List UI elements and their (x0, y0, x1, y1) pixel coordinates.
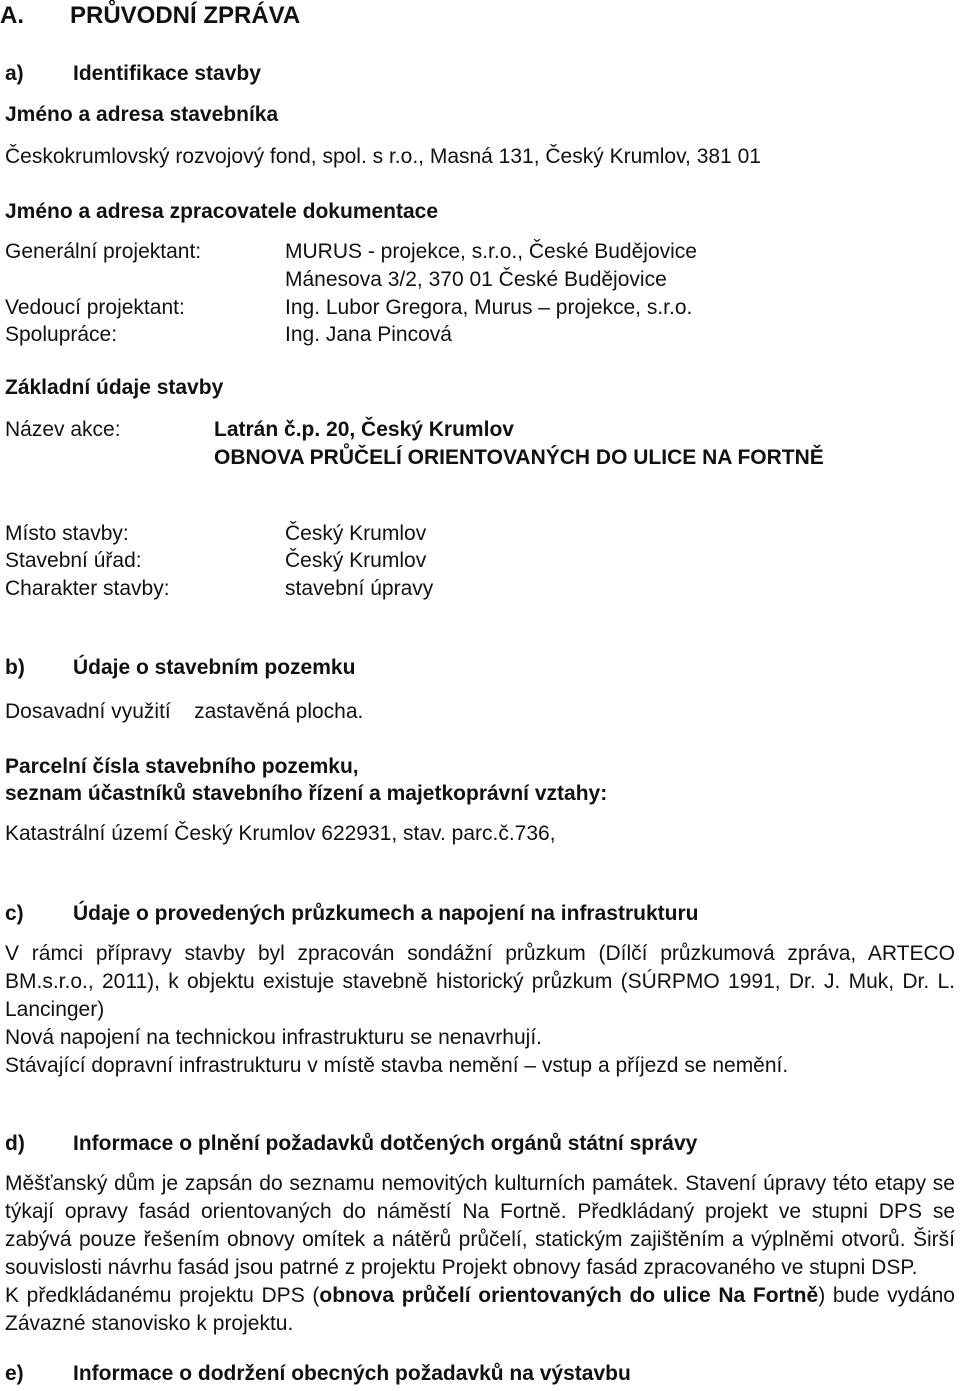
infrastructure-paragraph: Nová napojení na technickou infrastrukturu se nenavrhují. (5, 1026, 542, 1049)
section-c-text (5, 940, 955, 1080)
character-value: stavební úpravy (285, 577, 434, 600)
building-office-label: Stavební úřad: (5, 549, 142, 572)
parcel-title-2: seznam účastníků stavebního řízení a majetkoprávní vztahy: (5, 782, 608, 805)
author-label: Jméno a adresa zpracovatele dokumentace (5, 200, 439, 223)
lead-designer-label: Vedoucí projektant: (5, 296, 185, 319)
heading-title: PRŮVODNÍ ZPRÁVA (70, 2, 301, 29)
section-d-heading: d) Informace o plnění požadavků dotčených orgánů státní správy (5, 1132, 698, 1155)
builder-label: Jméno a adresa stavebníka (5, 103, 279, 126)
section-d-text (5, 1170, 955, 1338)
cooperation-value: Ing. Jana Pincová (285, 323, 452, 346)
cooperation-label: Spolupráce: (5, 323, 118, 346)
survey-paragraph: V rámci přípravy stavby byl zpracován sondážní průzkum (Dílčí průzkumová zpráva, ARTECO BM.s.r.o., 2011), k objektu existuje stavebně historický průzkum (SÚRPMO 1991, Dr. J. Muk, Dr. L. Lancinger) (5, 942, 955, 1021)
monument-paragraph: Měšťanský dům je zapsán do seznamu nemovitých kulturních památek. Stavení úpravy této etapy se týkají opravy fasád orientovaných do náměstí Na Fortně. Předkládaný projekt ve stupni DPS se zabývá pouze řešením obnovy omítek a nátěrů průčelí, statickým zajištěním a výplněmi otvorů. Širší souvislosti návrhu fasád jsou patrné z projektu Projekt obnovy fasád zpracovaného ve stupni DSP. (5, 1172, 955, 1279)
section-b-heading: b) Údaje o stavebním pozemku (5, 656, 356, 679)
general-designer-address: Mánesova 3/2, 370 01 České Budějovice (285, 268, 667, 291)
lead-designer-value: Ing. Lubor Gregora, Murus – projekce, s.r.o. (285, 296, 693, 319)
cadastre-value: Katastrální území Český Krumlov 622931, stav. parc.č.736, (5, 822, 556, 845)
site-label: Místo stavby: (5, 522, 129, 545)
parcel-title-1: Parcelní čísla stavebního pozemku, (5, 755, 359, 778)
heading-number: A. (0, 2, 24, 29)
general-designer-value: MURUS - projekce, s.r.o., České Budějovice (285, 240, 697, 263)
section-e-heading: e) Informace o dodržení obecných požadavků na výstavbu (5, 1362, 631, 1385)
document-heading (0, 4, 300, 28)
builder-value: Českokrumlovský rozvojový fond, spol. s r.o., Masná 131, Český Krumlov, 381 01 (5, 145, 761, 168)
transport-paragraph: Stávající dopravní infrastrukturu v místě stavba nemění – vstup a příjezd se nemění. (5, 1054, 789, 1077)
current-usage: Dosavadní využití zastavěná plocha. (5, 700, 364, 723)
basic-data-label: Základní údaje stavby (5, 376, 224, 399)
site-value: Český Krumlov (285, 522, 427, 545)
general-designer-label: Generální projektant: (5, 240, 202, 263)
project-name-label: Název akce: (5, 418, 121, 441)
building-office-value: Český Krumlov (285, 549, 427, 572)
project-name-line1: Latrán č.p. 20, Český Krumlov (214, 418, 514, 441)
section-c-heading: c) Údaje o provedených průzkumech a napojení na infrastrukturu (5, 902, 699, 925)
section-a-heading: a) Identifikace stavby (5, 62, 261, 85)
project-name-line2: OBNOVA PRŮČELÍ ORIENTOVANÝCH DO ULICE NA FORTNĚ (214, 446, 824, 469)
opinion-paragraph: K předkládanému projektu DPS (obnova průčelí orientovaných do ulice Na Fortně) bude vydáno Závazné stanovisko k projektu. (5, 1284, 955, 1335)
character-label: Charakter stavby: (5, 577, 170, 600)
